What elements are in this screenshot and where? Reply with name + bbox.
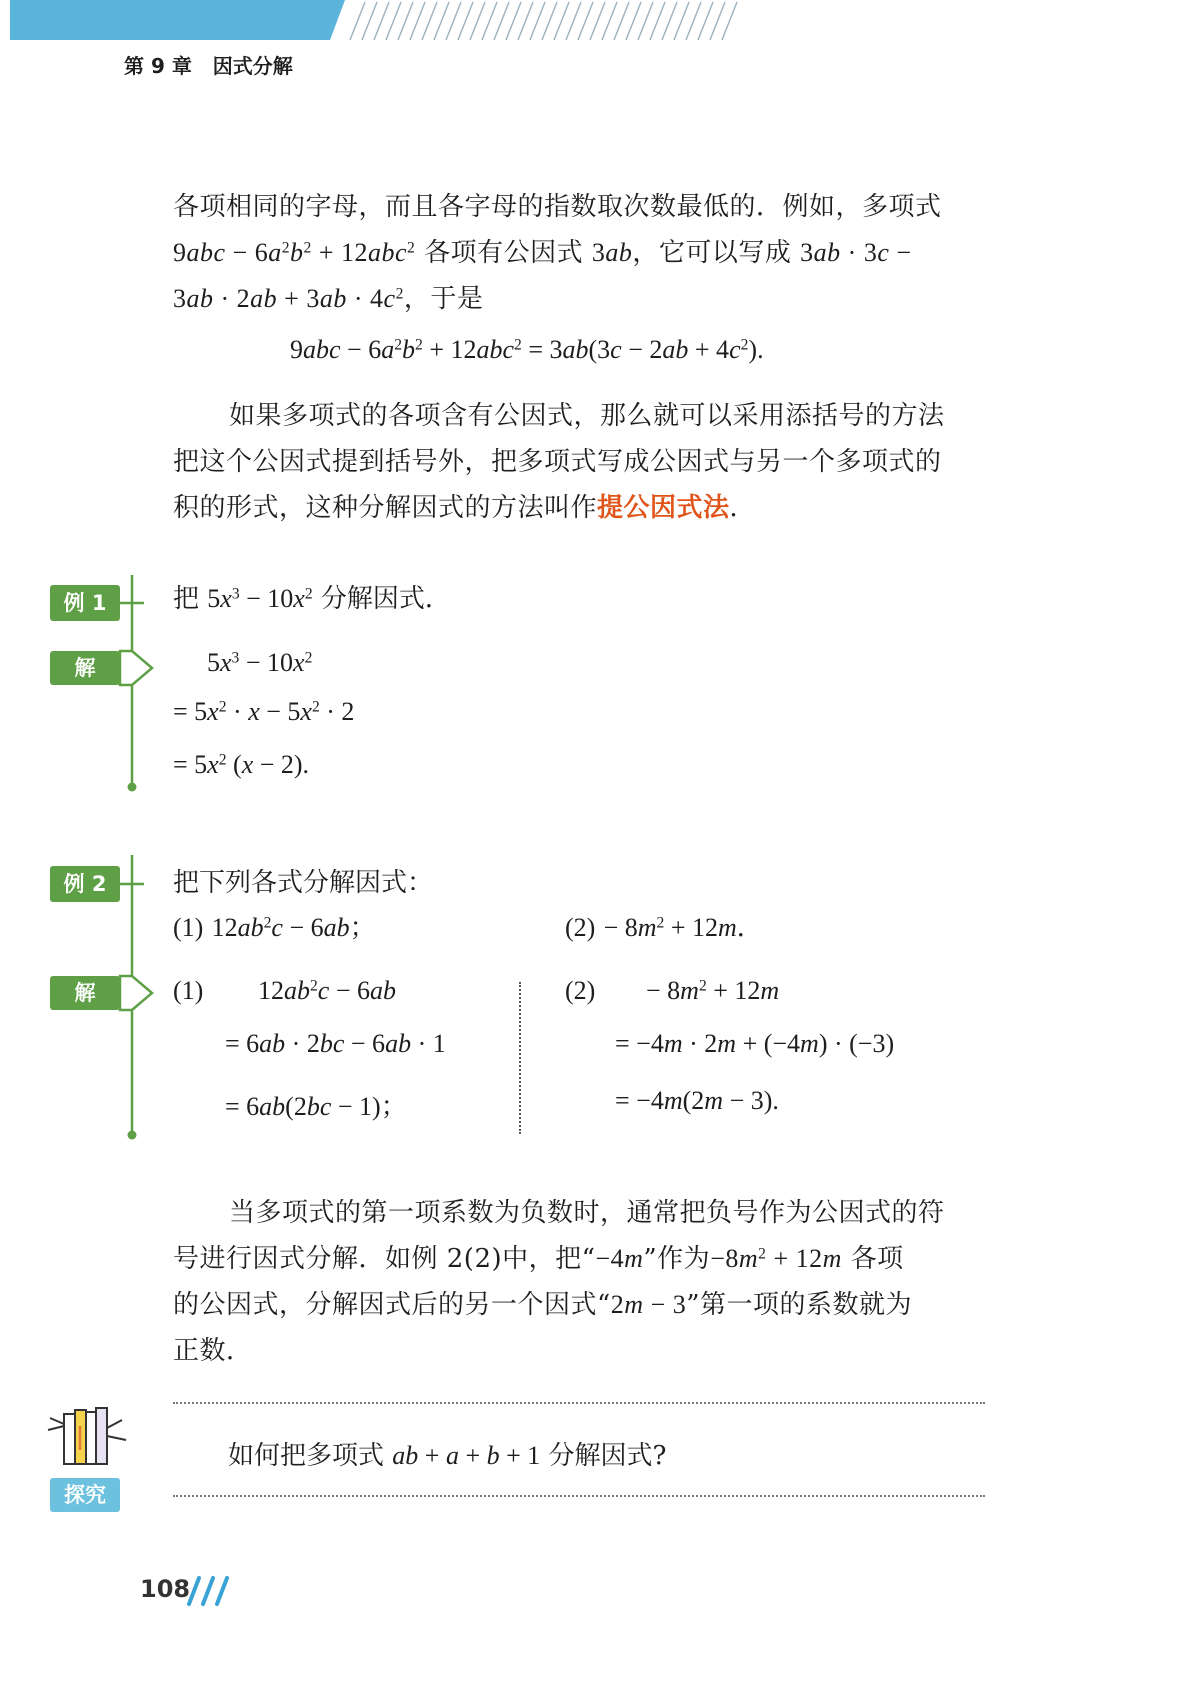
explore-bottom-rule [173, 1495, 985, 1497]
para3-line2: 号进行因式分解．如例 2(2)中，把“−4m”作为$-8m^2 + 12m$ 各项 [173, 1244, 904, 1274]
explore-top-rule [173, 1402, 985, 1404]
header-band [0, 0, 1190, 44]
chapter-number: 第 9 章 [124, 54, 192, 78]
example1-solution-label: 解 [50, 651, 120, 685]
explore-question: 如何把多项式 ab + a + b + 1 分解因式? [228, 1441, 667, 1471]
page-number: 108 [140, 1575, 191, 1603]
example2-solution1-step1: $12ab^2c - 6ab$ [258, 976, 397, 1005]
example2-label: 例 2 [50, 866, 120, 902]
term-highlight: 提公因式法 [597, 493, 730, 523]
example2-solution1-number: (1) [173, 976, 204, 1005]
example1-step2: = $5x^2 \cdot x - 5x^2 \cdot 2$ [173, 697, 355, 726]
page-number-slashes [183, 1574, 233, 1608]
para1-line2: $9abc - 6a^2b^2 + 12abc^2$ 各项有公因式 3ab，它可以写成 3ab · 3c − [173, 238, 912, 268]
example2-problem: 把下列各式分解因式： [173, 868, 434, 898]
solution-divider [519, 982, 521, 1134]
para3-line3: 的公因式，分解因式后的另一个因式“2m − 3”第一项的系数就为 [173, 1290, 913, 1320]
example1-problem: 把 $5x^3 - 10x^2$ 分解因式． [173, 584, 451, 614]
paragraph-definition [173, 393, 993, 531]
example2-solution2-step3: = −4m(2m − 3). [615, 1086, 779, 1115]
example1-label: 例 1 [50, 585, 120, 621]
chapter-heading [124, 50, 293, 79]
example2-solution2-step1: − $8m^2 + 12m$ [646, 976, 780, 1005]
para3-line4: 正数． [173, 1336, 253, 1366]
paragraph-common-factor [173, 184, 993, 322]
example2-solution1-step2: = 6ab · 2bc − 6ab · 1 [225, 1029, 446, 1058]
explore-label: 探究 [50, 1478, 120, 1512]
main-equation: $9abc - 6a^2b^2 + 12abc^2 = 3ab(3c - 2ab + 4c^2)$. [290, 335, 764, 364]
example2-solution2-number: (2) [565, 976, 596, 1005]
example2-solution-label: 解 [50, 976, 120, 1010]
books-icon [46, 1400, 132, 1472]
para2-line3: 积的形式，这种分解因式的方法叫作提公因式法． [173, 493, 757, 523]
example2-solution2-step2: = −4m · 2m + (−4m) · (−3) [615, 1029, 895, 1058]
example1-step3: = $5x^2$ (x − 2). [173, 750, 310, 779]
example1-step1: $5x^3 - 10x^2$ [207, 648, 313, 677]
example2-item2: $(2) - 8m^2 + 12m$． [565, 913, 763, 942]
para3-line1: 当多项式的第一项系数为负数时，通常把负号作为公因式的符 [229, 1198, 945, 1228]
example2-item1: (1) $12ab^2c - 6ab$； [173, 913, 376, 942]
para1-line1: 各项相同的字母，而且各字母的指数取次数最低的．例如，多项式 [173, 192, 942, 222]
example2-solution1-step3: = 6ab(2bc − 1)； [225, 1092, 407, 1121]
para2-line1: 如果多项式的各项含有公因式，那么就可以采用添括号的方法 [229, 401, 945, 431]
arrow-right-icon [120, 651, 152, 685]
chapter-title: 因式分解 [212, 54, 293, 78]
arrow-right-icon [120, 976, 152, 1010]
para2-line2: 把这个公因式提到括号外，把多项式写成公因式与另一个多项式的 [173, 447, 942, 477]
para1-line3: $3ab \cdot 2ab + 3ab \cdot 4c^2$，于是 [173, 284, 484, 314]
paragraph-negative-leading [173, 1190, 993, 1374]
